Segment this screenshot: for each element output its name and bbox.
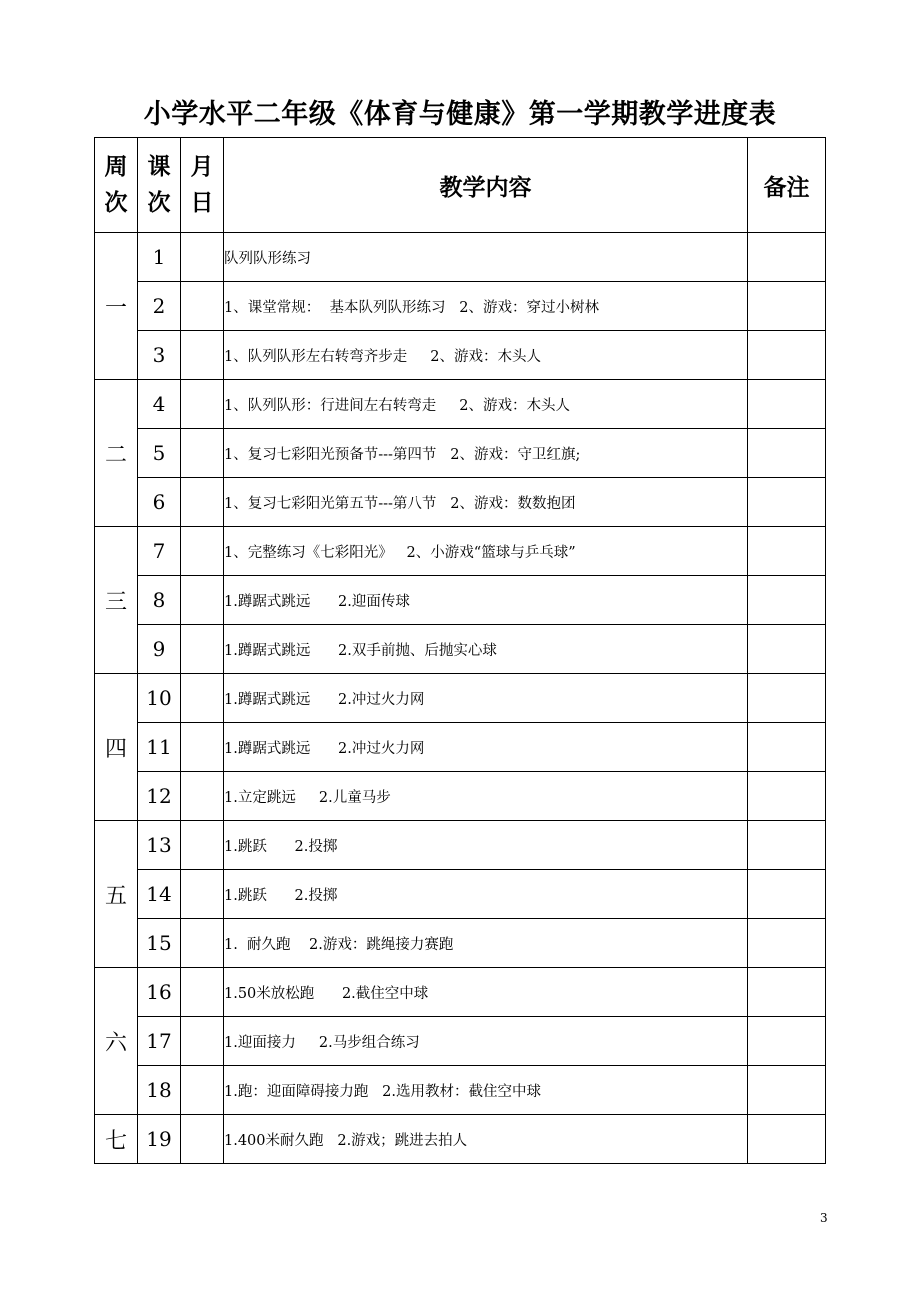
remark-cell	[748, 968, 826, 1017]
remark-cell	[748, 1017, 826, 1066]
lesson-number-cell: 16	[138, 968, 181, 1017]
table-row	[95, 772, 826, 821]
lesson-number-cell: 13	[138, 821, 181, 870]
date-cell	[181, 870, 224, 919]
week-cell: 七	[95, 1115, 138, 1164]
remark-cell	[748, 380, 826, 429]
header-week: 周 次	[95, 138, 138, 233]
table-row	[95, 478, 826, 527]
content-cell: 1.迎面接力 2.马步组合练习	[224, 1017, 748, 1066]
remark-cell	[748, 723, 826, 772]
date-cell	[181, 331, 224, 380]
header-content: 教学内容	[224, 138, 748, 233]
content-cell: 1、队列队形左右转弯齐步走 2、游戏：木头人	[224, 331, 748, 380]
remark-cell	[748, 576, 826, 625]
content-cell: 1.蹲踞式跳远 2.迎面传球	[224, 576, 748, 625]
lesson-number-cell: 14	[138, 870, 181, 919]
table-row	[95, 331, 826, 380]
lesson-number-cell: 10	[138, 674, 181, 723]
lesson-number-cell: 5	[138, 429, 181, 478]
remark-cell	[748, 919, 826, 968]
week-cell: 四	[95, 674, 138, 821]
remark-cell	[748, 1066, 826, 1115]
lesson-number-cell: 4	[138, 380, 181, 429]
lesson-number-cell: 15	[138, 919, 181, 968]
date-cell	[181, 380, 224, 429]
table-row	[95, 968, 826, 1017]
page-number: 3	[820, 1211, 828, 1225]
table-row	[95, 870, 826, 919]
date-cell	[181, 968, 224, 1017]
remark-cell	[748, 821, 826, 870]
remark-cell	[748, 429, 826, 478]
date-cell	[181, 478, 224, 527]
table-row	[95, 527, 826, 576]
week-cell: 二	[95, 380, 138, 527]
date-cell	[181, 919, 224, 968]
week-cell: 六	[95, 968, 138, 1115]
date-cell	[181, 576, 224, 625]
lesson-number-cell: 7	[138, 527, 181, 576]
date-cell	[181, 233, 224, 282]
table-row	[95, 1066, 826, 1115]
content-cell: 1.跑：迎面障碍接力跑 2.选用教材：截住空中球	[224, 1066, 748, 1115]
table-row	[95, 723, 826, 772]
content-cell: 1、完整练习《七彩阳光》 2、小游戏“篮球与乒乓球”	[224, 527, 748, 576]
lesson-number-cell: 8	[138, 576, 181, 625]
lesson-number-cell: 17	[138, 1017, 181, 1066]
content-cell: 1. 耐久跑 2.游戏：跳绳接力赛跑	[224, 919, 748, 968]
table-row	[95, 919, 826, 968]
content-cell: 1.跳跃 2.投掷	[224, 821, 748, 870]
date-cell	[181, 1115, 224, 1164]
week-cell: 一	[95, 233, 138, 380]
remark-cell	[748, 674, 826, 723]
remark-cell	[748, 1115, 826, 1164]
remark-cell	[748, 527, 826, 576]
content-cell: 1、复习七彩阳光预备节---第四节 2、游戏：守卫红旗;	[224, 429, 748, 478]
remark-cell	[748, 625, 826, 674]
content-cell: 1、队列队形：行进间左右转弯走 2、游戏：木头人	[224, 380, 748, 429]
remark-cell	[748, 870, 826, 919]
table-row	[95, 429, 826, 478]
table-row	[95, 625, 826, 674]
schedule-body	[95, 233, 826, 1164]
content-cell: 1.50米放松跑 2.截住空中球	[224, 968, 748, 1017]
lesson-number-cell: 11	[138, 723, 181, 772]
remark-cell	[748, 233, 826, 282]
schedule-table	[94, 137, 826, 1164]
header-lesson: 课 次	[138, 138, 181, 233]
header-row	[95, 138, 826, 233]
content-cell: 队列队形练习	[224, 233, 748, 282]
date-cell	[181, 282, 224, 331]
table-row	[95, 233, 826, 282]
remark-cell	[748, 282, 826, 331]
remark-cell	[748, 772, 826, 821]
content-cell: 1.蹲踞式跳远 2.双手前抛、后抛实心球	[224, 625, 748, 674]
table-row	[95, 821, 826, 870]
remark-cell	[748, 478, 826, 527]
lesson-number-cell: 12	[138, 772, 181, 821]
table-row	[95, 380, 826, 429]
lesson-number-cell: 18	[138, 1066, 181, 1115]
remark-cell	[748, 331, 826, 380]
date-cell	[181, 772, 224, 821]
lesson-number-cell: 1	[138, 233, 181, 282]
table-row	[95, 576, 826, 625]
header-remark: 备注	[748, 138, 826, 233]
table-row	[95, 282, 826, 331]
date-cell	[181, 1017, 224, 1066]
table-row	[95, 674, 826, 723]
date-cell	[181, 821, 224, 870]
content-cell: 1.立定跳远 2.儿童马步	[224, 772, 748, 821]
table-row	[95, 1115, 826, 1164]
date-cell	[181, 723, 224, 772]
content-cell: 1.跳跃 2.投掷	[224, 870, 748, 919]
date-cell	[181, 674, 224, 723]
lesson-number-cell: 19	[138, 1115, 181, 1164]
page-title: 小学水平二年级《体育与健康》第一学期教学进度表	[143, 99, 777, 130]
content-cell: 1.400米耐久跑 2.游戏；跳进去拍人	[224, 1115, 748, 1164]
lesson-number-cell: 9	[138, 625, 181, 674]
table-row	[95, 1017, 826, 1066]
date-cell	[181, 429, 224, 478]
lesson-number-cell: 2	[138, 282, 181, 331]
week-cell: 五	[95, 821, 138, 968]
header-date: 月 日	[181, 138, 224, 233]
content-cell: 1.蹲踞式跳远 2.冲过火力网	[224, 723, 748, 772]
content-cell: 1.蹲踞式跳远 2.冲过火力网	[224, 674, 748, 723]
lesson-number-cell: 6	[138, 478, 181, 527]
lesson-number-cell: 3	[138, 331, 181, 380]
date-cell	[181, 527, 224, 576]
week-cell: 三	[95, 527, 138, 674]
date-cell	[181, 625, 224, 674]
content-cell: 1、复习七彩阳光第五节---第八节 2、游戏：数数抱团	[224, 478, 748, 527]
date-cell	[181, 1066, 224, 1115]
content-cell: 1、课堂常规： 基本队列队形练习 2、游戏：穿过小树林	[224, 282, 748, 331]
